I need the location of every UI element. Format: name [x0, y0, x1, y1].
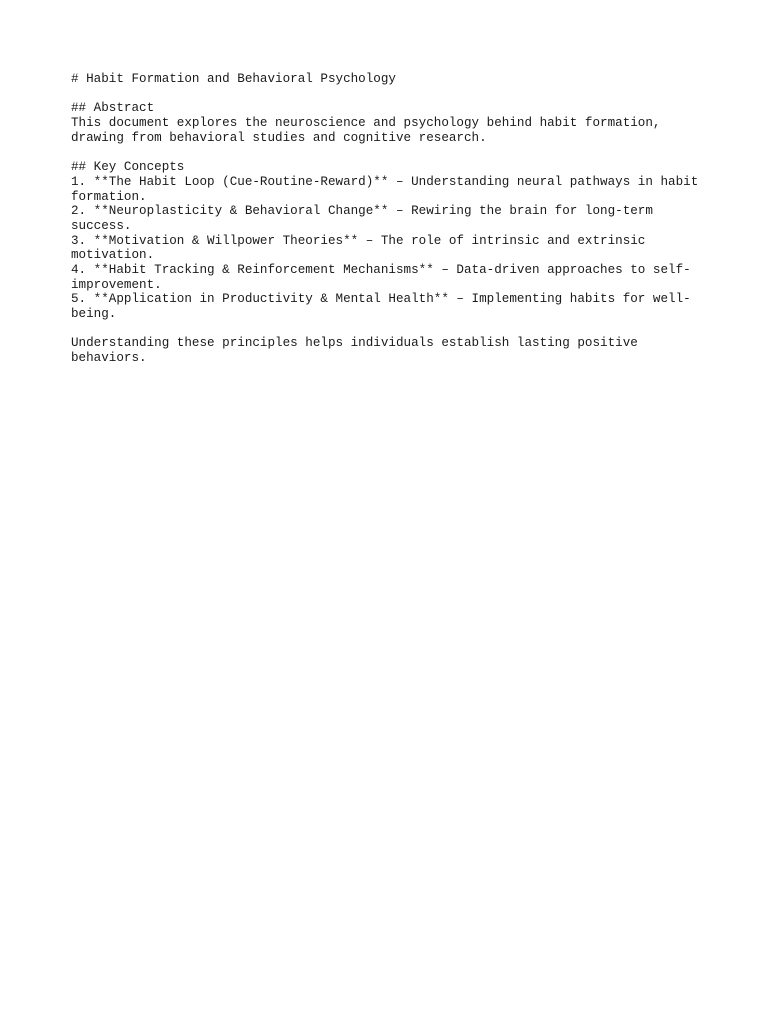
key-concept-line: 2. **Neuroplasticity & Behavioral Change** – Rewiring the brain for long-term [71, 204, 653, 219]
conclusion-line: Understanding these principles helps individuals establish lasting positive [71, 336, 638, 351]
blank-line [71, 87, 731, 102]
key-concept-line: motivation. [71, 248, 155, 263]
key-concept-line: success. [71, 218, 132, 233]
key-concept-line: 5. **Application in Productivity & Mental Health** – Implementing habits for well- [71, 292, 691, 307]
conclusion-line: behaviors. [71, 351, 147, 366]
blank-line [71, 322, 731, 337]
abstract-heading: ## Abstract [71, 101, 155, 116]
abstract-line: This document explores the neuroscience and psychology behind habit formation, [71, 116, 661, 131]
key-concept-line: 3. **Motivation & Willpower Theories** – The role of intrinsic and extrinsic [71, 233, 646, 248]
blank-line [71, 145, 731, 160]
document-body [71, 72, 731, 366]
key-concepts-heading: ## Key Concepts [71, 160, 185, 175]
key-concept-line: being. [71, 307, 117, 321]
document-title: # Habit Formation and Behavioral Psychology [71, 72, 396, 86]
key-concept-line: formation. [71, 189, 147, 204]
abstract-line: drawing from behavioral studies and cognitive research. [71, 130, 487, 145]
key-concept-line: 1. **The Habit Loop (Cue-Routine-Reward)** – Understanding neural pathways in habit [71, 174, 699, 189]
key-concept-line: improvement. [71, 277, 162, 292]
key-concept-line: 4. **Habit Tracking & Reinforcement Mechanisms** – Data-driven approaches to self- [71, 262, 691, 277]
